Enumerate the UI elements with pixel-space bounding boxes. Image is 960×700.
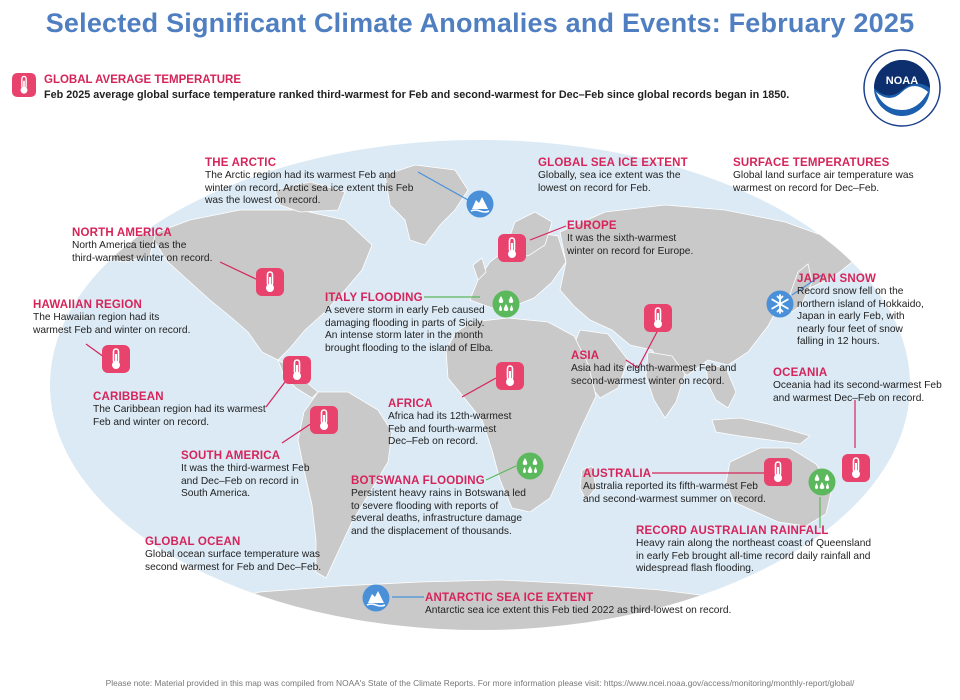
- heading: AUSTRALIA: [583, 468, 652, 480]
- sea-ice-icon: [363, 585, 390, 612]
- heading: GLOBAL SEA ICE EXTENT: [538, 157, 688, 169]
- page-title: Selected Significant Climate Anomalies and Events: February 2025: [45, 8, 915, 38]
- thermometer-icon: [644, 304, 672, 332]
- label-record-australian-rainfall: [636, 524, 871, 576]
- sea-ice-icon: [467, 191, 494, 218]
- heading: ASIA: [571, 350, 600, 362]
- description: It was the third-warmest Feb and Dec–Feb on record in South America.: [181, 463, 310, 500]
- heading: CARIBBEAN: [93, 391, 164, 403]
- description: Globally, sea ice extent was the lowest on record for Feb.: [538, 170, 681, 194]
- global-temperature-heading: GLOBAL AVERAGE TEMPERATURE: [44, 74, 241, 86]
- thermometer-icon: [283, 356, 311, 384]
- label-hawaiian-region: [33, 298, 190, 337]
- label-south-america: [181, 449, 310, 501]
- heading: RECORD AUSTRALIAN RAINFALL: [636, 525, 829, 537]
- heading: SURFACE TEMPERATURES: [733, 157, 890, 169]
- description: Global ocean surface temperature was second warmest for Feb and Dec–Feb.: [145, 549, 322, 573]
- description: The Arctic region had its warmest Feb and winter on record. Arctic sea ice extent this Feb was the lowest on record.: [205, 170, 414, 207]
- heading: NORTH AMERICA: [72, 227, 172, 239]
- description: Record snow fell on the northern island of Hokkaido, Japan in early Feb, with nearly four feet of snow falling in 12 hours.: [797, 286, 924, 348]
- label-botswana-flooding: [351, 474, 526, 538]
- label-japan-snow: [797, 272, 924, 349]
- global-temperature-text: Feb 2025 average global surface temperature ranked third-warmest for Feb and second-warmest for Dec–Feb since global records began in 1850.: [44, 89, 790, 101]
- heading: ANTARCTIC SEA ICE EXTENT: [425, 592, 594, 604]
- description: Persistent heavy rains in Botswana led to severe flooding with reports of several deaths, infrastructure damage and the displacement of thousands.: [351, 488, 526, 537]
- heading: EUROPE: [567, 220, 617, 232]
- description: Asia had its eighth-warmest Feb and second-warmest winter on record.: [571, 363, 737, 387]
- description: Australia reported its fifth-warmest Feb and second-warmest summer on record.: [583, 481, 766, 505]
- description: The Hawaiian region had its warmest Feb and winter on record.: [33, 312, 191, 336]
- snowflake-icon: [767, 291, 794, 318]
- description: A severe storm in early Feb caused damaging flooding in parts of Sicily. An intense storm later in the month brought flooding to the island of Elba.: [325, 305, 494, 354]
- label-australia: [583, 467, 766, 506]
- noaa-logo: [862, 48, 942, 128]
- label-europe: [567, 219, 693, 258]
- description: Antarctic sea ice extent this Feb tied 2022 as third-lowest on record.: [425, 605, 732, 616]
- label-global-sea-ice: [538, 156, 688, 195]
- label-caribbean: [93, 390, 266, 429]
- description: The Caribbean region had its warmest Feb and winter on record.: [93, 404, 266, 428]
- description: Global land surface air temperature was warmest on record for Dec–Feb.: [733, 170, 914, 194]
- thermometer-icon: [842, 454, 870, 482]
- thermometer-icon: [310, 406, 338, 434]
- thermometer-icon: [12, 73, 36, 97]
- label-antarctic-sea-ice: [425, 591, 731, 618]
- thermometer-icon: [102, 345, 130, 373]
- svg-text:NOAA: NOAA: [885, 75, 919, 87]
- label-north-america: [72, 226, 212, 265]
- heading: SOUTH AMERICA: [181, 450, 281, 462]
- label-africa: [388, 397, 511, 449]
- heading: HAWAIIAN REGION: [33, 299, 143, 311]
- description: Heavy rain along the northeast coast of Queensland in early Feb brought all-time record daily rainfall and widespread flash flooding.: [636, 538, 872, 575]
- description: North America tied as the third-warmest winter on record.: [72, 240, 213, 264]
- heading: AFRICA: [388, 398, 433, 410]
- heading: JAPAN SNOW: [797, 273, 877, 285]
- thermometer-icon: [764, 458, 792, 486]
- thermometer-icon: [498, 234, 526, 262]
- label-italy-flooding: [325, 291, 493, 355]
- rain-drops-icon: [493, 291, 520, 318]
- thermometer-icon: [496, 362, 524, 390]
- rain-drops-icon: [809, 469, 836, 496]
- thermometer-icon: [256, 268, 284, 296]
- label-surface-temperatures: [733, 156, 914, 195]
- footer-note: Please note: Material provided in this map was compiled from NOAA's State of the Climate Reports. For more information please visit: https://www.ncei.noaa.gov/access/monitoring/monthly-report/global/: [105, 678, 855, 688]
- heading: ITALY FLOODING: [325, 292, 423, 304]
- description: It was the sixth-warmest winter on record for Europe.: [567, 233, 694, 257]
- heading: GLOBAL OCEAN: [145, 536, 241, 548]
- heading: THE ARCTIC: [205, 157, 277, 169]
- label-global-ocean: [145, 535, 321, 574]
- heading: BOTSWANA FLOODING: [351, 475, 485, 487]
- description: Africa had its 12th-warmest Feb and fourth-warmest Dec–Feb on record.: [388, 411, 512, 448]
- label-oceania: [773, 366, 942, 405]
- heading: OCEANIA: [773, 367, 828, 379]
- description: Oceania had its second-warmest Feb and warmest Dec–Feb on record.: [773, 380, 942, 404]
- label-asia: [571, 349, 736, 388]
- label-arctic: [205, 156, 413, 208]
